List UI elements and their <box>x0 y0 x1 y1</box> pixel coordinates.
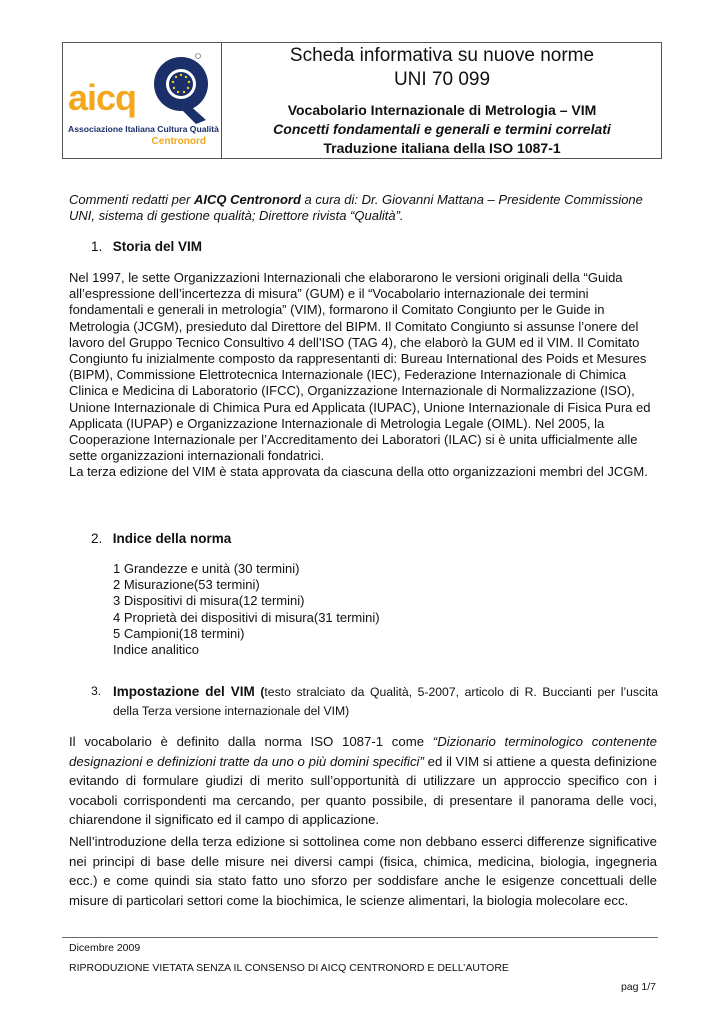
list-item: 1 Grandezze e unità (30 termini) <box>113 561 300 576</box>
section-title-paren: ( <box>254 685 265 699</box>
logo-branch-name: Centronord <box>151 136 206 147</box>
list-item: Indice analitico <box>113 642 199 658</box>
section-title: Storia del VIM <box>112 239 202 254</box>
section-3-number: 3. <box>91 684 102 698</box>
section-3-heading <box>113 682 658 721</box>
section-2-heading <box>91 530 231 548</box>
section-1-body <box>69 270 659 481</box>
aicq-logo <box>68 50 219 150</box>
p1-start: Il vocabolario è definito dalla norma ISO 1087-1 come <box>69 734 433 749</box>
norm-index-list <box>113 561 513 658</box>
section-title: Impostazione del VIM <box>113 684 255 699</box>
intro-rest: a cura di: Dr. Giovanni Mattana – Presidente Commissione UNI, sistema di gestione qualità; Direttore rivista “Qualità”. <box>69 192 643 224</box>
footer-date: Dicembre 2009 <box>69 942 141 954</box>
section-title: Indice della norma <box>112 531 232 546</box>
list-item: 4 Proprietà dei dispositivi di misura(31 termini) <box>113 609 380 625</box>
subtitle-vim: Vocabolario Internazionale di Metrologia – VIM <box>287 102 597 118</box>
logo-word: aicq <box>68 77 137 118</box>
intro-credits <box>69 192 659 224</box>
footer-page-number: pag 1/7 <box>620 981 656 993</box>
section-1-heading <box>91 238 202 256</box>
page-title-line1: Scheda informativa su nuove norme <box>289 45 595 66</box>
intro-prefix: Commenti redatti per <box>69 192 194 207</box>
section-1-paragraph: Nel 1997, le sette Organizzazioni Internazionali che elaborarono le versioni originali della “Guida all’espressione dell’incertezza di misura” (GUM) e il “Vocabolario internazionale dei termini fondamentali e generali in metrologia” (VIM), formarono il Comitato Congiunto per le Guide in Metrologia (JCGM), presieduto dal Direttore del BIPM. Il Comitato Congiunto si assunse l’onere del lavoro del Gruppo Tecnico Consultivo 4 dell’ISO (TAG 4), che elaborò la GUM ed il VIM. Il Comitato Congiunto fu inizialmente composto da rappresentanti di: Bureau International des Poids et Mesures (BIPM), Commissione Elettrotecnica Internazionale (IEC), Federazione Internazionale di Chimica Clinica e Medicina di Laboratorio (IFCC), Organizzazione Internazionale di Normalizzazione (ISO), Unione Internazionale di Chimica Pura ed Applicata (IUPAC), Unione Internazionale di Fisica Pura ed Applicata (IUPAP) e Organizzazione Internazionale di Metrologia Legale (OIML). Nel 2005, la Cooperazione Internazionale per l’Accreditamento dei Laboratori (ILAC) si è unita ufficialmente alle sette organizzazioni internazionali fondatrici. <box>69 270 651 464</box>
list-item: 3 Dispositivi di misura(12 termini) <box>113 593 305 609</box>
section-3-paragraph-1 <box>69 732 657 830</box>
list-item: 2 Misurazione(53 termini) <box>113 577 260 593</box>
section-3-paragraph-2: Nell’introduzione della terza edizione si sottolinea come non debbano esserci differenze significative nei principi di base delle misure nei diversi campi (fisica, chimica, medicina, biologia, ingegneria ecc.) e come quindi sia stato fatto uno sforzo per soddisfare anche le esigenze concettuali delle misure di particolari settori come la biochimica, le scienze alimentari, la biologia molecolare ecc. <box>69 834 657 908</box>
page-title-line2: UNI 70 099 <box>393 69 491 90</box>
subtitle-concepts: Concetti fondamentali e generali e termini correlati <box>273 121 611 137</box>
section-3-note: testo stralciato da Qualità, 5-2007, articolo di R. Buccianti per l’uscita della Terza versione internazionale del VIM) <box>113 685 658 718</box>
section-1-paragraph-2: La terza edizione del VIM è stata approvata da ciascuna della otto organizzazioni membri del JCGM. <box>69 464 648 480</box>
section-number: 2. <box>91 531 103 546</box>
logo-association-name: Associazione Italiana Cultura Qualità <box>68 124 219 134</box>
footer-divider <box>62 937 658 938</box>
list-item: 5 Campioni(18 termini) <box>113 625 245 641</box>
p1-end: ed il VIM si attiene a questa definizione evitando di formulare giudizi di merito sull’opportunità di utilizzare un approccio specifico con i vocaboli corrispondenti ma cercando, per quanto possibile, di presentare il panorama delle voci, chiarendone il significato ed il campo di applicazione. <box>69 753 657 828</box>
p1-quote: “Dizionario terminologico contenente designazioni e definizioni tratte da uno o più domini specifici” <box>69 734 657 769</box>
intro-org: AICQ Centronord <box>194 192 301 207</box>
subtitle-translation: Traduzione italiana della ISO 1087-1 <box>323 140 561 156</box>
footer-copyright: RIPRODUZIONE VIETATA SENZA IL CONSENSO DI AICQ CENTRONORD E DELL’AUTORE <box>69 962 509 974</box>
section-number: 1. <box>91 239 103 254</box>
